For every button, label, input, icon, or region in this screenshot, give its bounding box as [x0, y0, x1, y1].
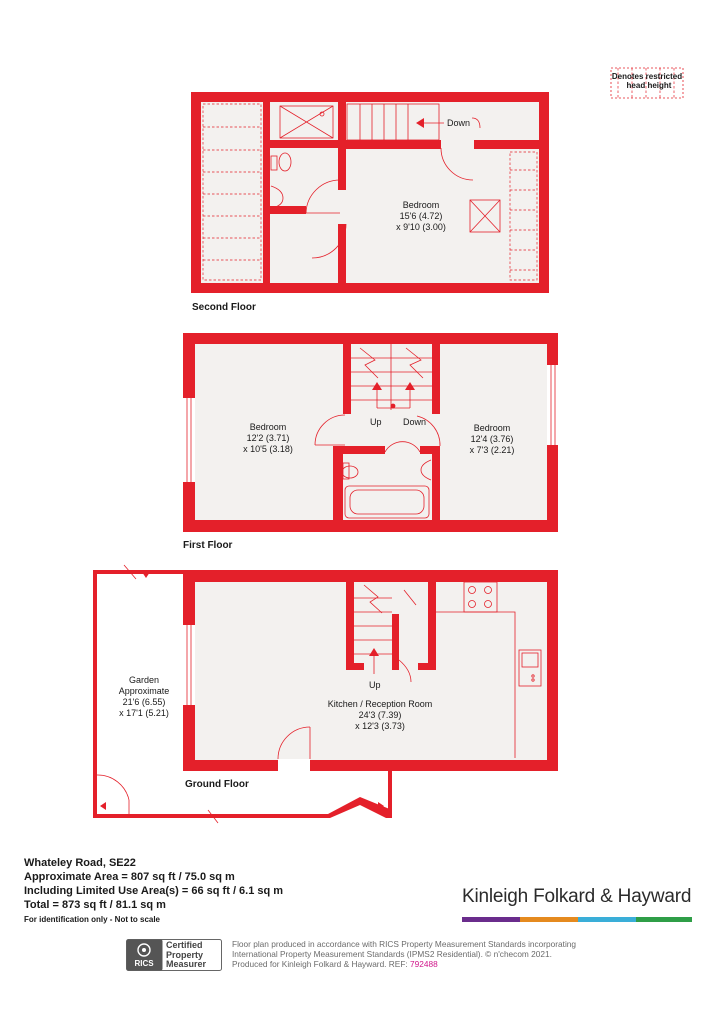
brand-stripe-purple: [462, 917, 520, 922]
garden-name: Garden: [128, 675, 160, 685]
legend-text-1: Denotes restricted: [611, 72, 683, 81]
property-summary: [24, 856, 354, 924]
first-floor-plan: [183, 333, 558, 532]
second-floor-stairs-down: Down: [447, 118, 471, 128]
ground-floor-plan: [93, 565, 558, 823]
rics-line-3: Measurer: [166, 959, 207, 969]
second-floor-plan: [191, 92, 549, 293]
kitchen-dim1: 24'3 (7.39): [358, 710, 402, 720]
disclaimer-line-1: Floor plan produced in accordance with RICS Property Measurement Standards incorporating: [232, 939, 577, 949]
kitchen-name: Kitchen / Reception Room: [327, 699, 433, 709]
first-floor-bedroom-right-dim1: 12'4 (3.76): [470, 434, 514, 444]
first-floor-stairs-down: Down: [403, 417, 427, 427]
first-floor-stairs-up: Up: [370, 417, 382, 427]
ground-floor-label: Ground Floor: [185, 779, 249, 790]
second-floor-bedroom-name: Bedroom: [402, 200, 440, 210]
garden-dim1: 21'6 (6.55): [122, 697, 166, 707]
garden-dim2: x 17'1 (5.21): [119, 708, 169, 718]
first-floor-label: First Floor: [183, 540, 233, 551]
brand-stripe-orange: [520, 917, 578, 922]
second-floor-label: Second Floor: [192, 302, 256, 313]
approximate-area: Approximate Area = 807 sq ft / 75.0 sq m: [24, 871, 235, 883]
reference-number: 792488: [410, 959, 438, 969]
kitchen-dim2: x 12'3 (3.73): [355, 721, 405, 731]
brand-stripe-blue: [578, 917, 636, 922]
disclaimer-produced-for: Produced for Kinleigh Folkard & Hayward. REF:: [232, 959, 410, 969]
second-floor-bedroom-dim2: x 9'10 (3.00): [396, 222, 446, 232]
first-floor-bedroom-left-name: Bedroom: [249, 422, 287, 432]
restricted-height-legend: [611, 68, 683, 98]
limited-use-area: Including Limited Use Area(s) = 66 sq ft / 6.1 sq m: [24, 885, 284, 897]
first-floor-bedroom-right-dim2: x 7'3 (2.21): [469, 445, 515, 455]
property-address: Whateley Road, SE22: [24, 857, 136, 869]
total-area: Total = 873 sq ft / 81.1 sq m: [24, 899, 166, 911]
first-floor-bedroom-left-dim2: x 10'5 (3.18): [243, 444, 293, 454]
disclaimer-text: [232, 939, 592, 969]
rics-line-1: Certified: [166, 940, 203, 950]
brand-stripe-green: [636, 917, 692, 922]
scale-note: For identification only - Not to scale: [24, 915, 161, 924]
rics-certified-text: [166, 941, 206, 970]
disclaimer-line-2: International Property Measurement Standards (IPMS2 Residential). © n'checom 2021.: [232, 949, 552, 959]
rics-abbr: RICS: [134, 959, 154, 968]
garden-name2: Approximate: [118, 686, 170, 696]
rics-line-2: Property: [166, 949, 204, 960]
disclaimer-line-3: [232, 959, 592, 969]
ground-floor-stairs-up: Up: [369, 680, 381, 690]
first-floor-bedroom-left-dim1: 12'2 (3.71): [246, 433, 290, 443]
second-floor-bedroom-dim1: 15'6 (4.72): [399, 211, 443, 221]
first-floor-bedroom-right-name: Bedroom: [473, 423, 511, 433]
agent-logo-text: Kinleigh Folkard & Hayward: [462, 886, 692, 907]
legend-text-2: head height: [626, 81, 672, 90]
